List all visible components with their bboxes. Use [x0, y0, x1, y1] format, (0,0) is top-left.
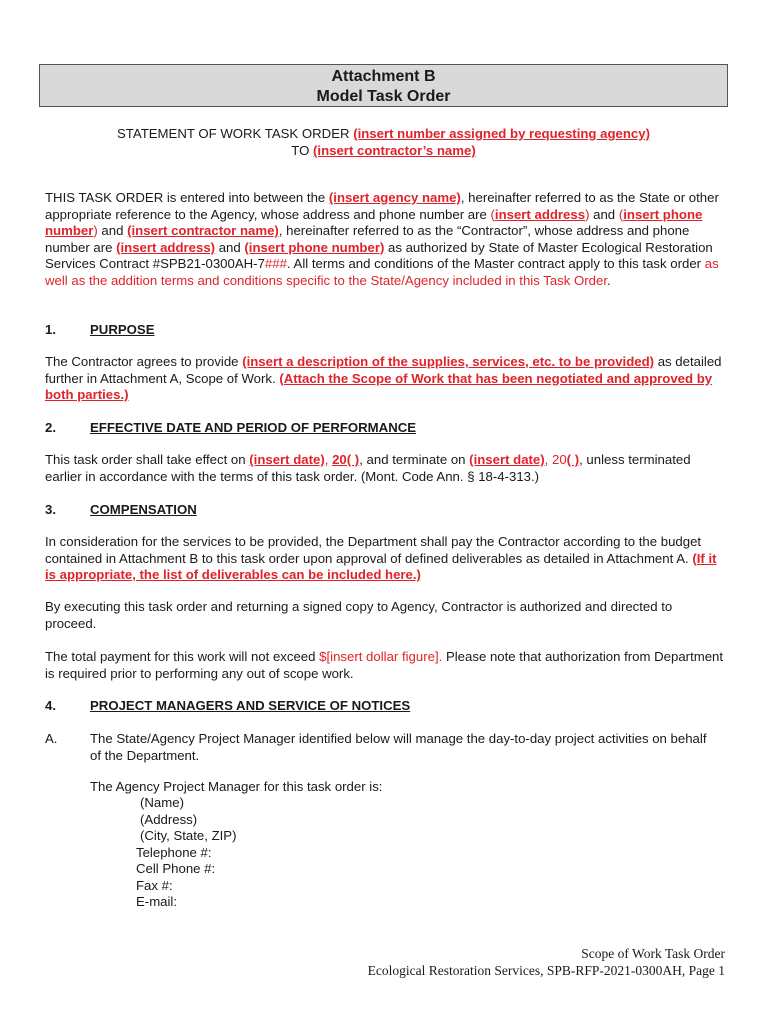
contact-email: E-mail:: [136, 894, 178, 909]
project-manager-intro: The Agency Project Manager for this task order is:: [90, 779, 383, 794]
section-3-title: COMPENSATION: [90, 502, 197, 517]
section-1-number: 1.: [45, 322, 56, 337]
effective-date-paragraph: This task order shall take effect on (insert date), 20( ), and terminate on (insert date), 20( ), unless terminated earlier in accordance with the terms of this task order. (Mont. Code Ann. § 18-4-313.): [45, 452, 691, 484]
compensation-paragraph-1: In consideration for the services to be provided, the Department shall pay the Contractor according to the budget contained in Attachment B to this task order upon approval of defined deliverables as detailed in Attachment A. (If it is appropriate, the list of deliverables can be included here.): [45, 534, 717, 583]
contact-cell-phone: Cell Phone #:: [136, 861, 216, 876]
compensation-paragraph-2: By executing this task order and returning a signed copy to Agency, Contractor is authorized and directed to proceed.: [45, 599, 673, 631]
contact-name: (Name): [140, 795, 184, 810]
contact-fax: Fax #:: [136, 878, 173, 893]
placeholder-order-number: (insert number assigned by requesting agency): [353, 126, 650, 141]
section-4-title: PROJECT MANAGERS AND SERVICE OF NOTICES: [90, 698, 411, 713]
section-2-title: EFFECTIVE DATE AND PERIOD OF PERFORMANCE: [90, 420, 417, 435]
attachment-title: Attachment B: [331, 68, 436, 85]
section-3-number: 3.: [45, 502, 56, 517]
sow-to-line: TO (insert contractor’s name): [291, 143, 476, 158]
subsection-a-label: A.: [45, 731, 58, 746]
section-2-number: 2.: [45, 420, 56, 435]
footer-title: Scope of Work Task Order: [581, 946, 725, 961]
contact-telephone: Telephone #:: [136, 845, 212, 860]
document-title: Model Task Order: [316, 88, 451, 105]
footer-page-info: Ecological Restoration Services, SPB-RFP-2021-0300AH, Page 1: [367, 963, 725, 978]
purpose-paragraph: The Contractor agrees to provide (insert a description of the supplies, services, etc. to be provided) as detailed further in Attachment A, Scope of Work. (Attach the Scope of Work that has been negotiated and approved by both parties.): [45, 354, 722, 403]
section-4-number: 4.: [45, 698, 56, 713]
intro-paragraph: THIS TASK ORDER is entered into between the (insert agency name), hereinafter referred to as the State or other appropriate reference to the Agency, whose address and phone number are (insert address) and (insert phone number) and (insert contractor name), hereinafter referred to as the “Contractor”, whose address and phone number are (insert address) and (insert phone number) as authorized by State of Master Ecological Restoration Services Contract #SPB21-0300AH-7###. All terms and conditions of the Master contract apply to this task order as well as the addition terms and conditions specific to the State/Agency included in this Task Order.: [45, 190, 719, 288]
subsection-a-text: The State/Agency Project Manager identified below will manage the day-to-day project activities on behalf of the Department.: [90, 731, 707, 763]
placeholder-contractor-name: (insert contractor’s name): [313, 143, 476, 158]
contact-address: (Address): [140, 812, 198, 827]
sow-title-line: STATEMENT OF WORK TASK ORDER (insert number assigned by requesting agency): [117, 126, 650, 141]
attachment-header: [39, 64, 728, 107]
section-1-title: PURPOSE: [90, 322, 155, 337]
compensation-paragraph-3: The total payment for this work will not exceed $[insert dollar figure]. Please note that authorization from Department is required prior to performing any out of scope work.: [45, 649, 724, 681]
contact-city-state-zip: (City, State, ZIP): [140, 828, 237, 843]
